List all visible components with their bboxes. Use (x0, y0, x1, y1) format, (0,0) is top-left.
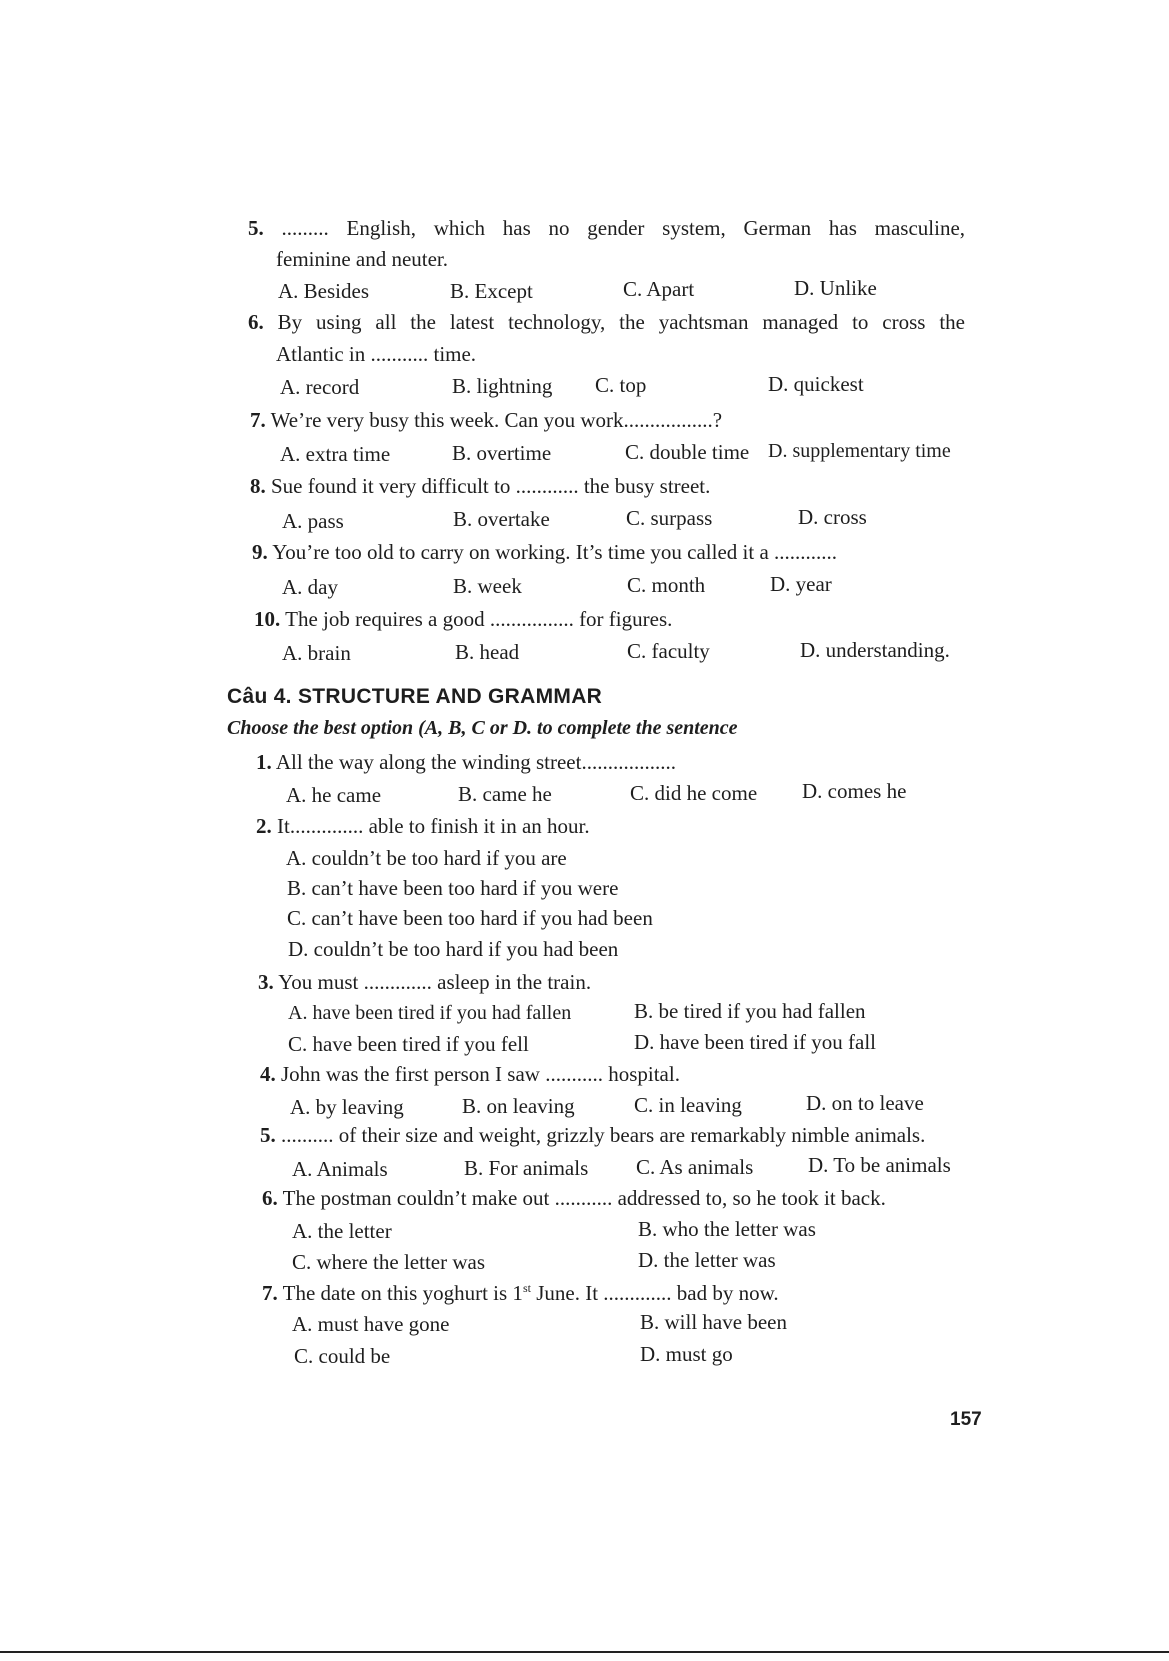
question-text: You’re too old to carry on working. It’s time you called it a ............ (272, 540, 838, 564)
option-b: B. came he (458, 782, 552, 806)
option-a: A. Animals (292, 1157, 388, 1181)
option-b: B. overtime (452, 441, 552, 465)
question-text: All the way along the winding street.................. (275, 750, 676, 774)
option-a: A. extra time (280, 442, 391, 466)
option-d: D. Unlike (794, 276, 877, 300)
option-d: D. must go (640, 1342, 733, 1366)
section-instruction: Choose the best option (A, B, C or D. to complete the sentence (227, 717, 738, 739)
option-b: B. be tired if you had fallen (634, 999, 866, 1023)
question-number: 9. (252, 540, 268, 564)
option-c: C. top (595, 373, 647, 397)
question-text: We’re very busy this week. Can you work.................? (270, 408, 723, 432)
section-heading: Câu 4. STRUCTURE AND GRAMMAR (227, 685, 603, 708)
option-a: A. Besides (278, 279, 369, 303)
option-b: B. overtake (453, 507, 550, 531)
option-c: C. did he come (630, 781, 758, 805)
question-text: It.............. able to finish it in an hour. (277, 814, 590, 838)
option-a: A. have been tired if you had fallen (288, 1002, 572, 1024)
question-text: The job requires a good ................ for figures. (285, 607, 673, 631)
option-a: A. pass (282, 509, 344, 533)
question-number: 3. (258, 970, 274, 994)
option-d: D. comes he (802, 779, 907, 803)
question-number: 5. (260, 1123, 276, 1147)
option-b: B. on leaving (462, 1094, 575, 1118)
option-b: B. lightning (452, 374, 553, 398)
question-text: .......... of their size and weight, grizzly bears are remarkably nimble animals. (281, 1123, 926, 1147)
option-b: B. head (455, 640, 520, 664)
question-text-continued: June. It ............. bad by now. (530, 1281, 779, 1305)
question-number: 2. (256, 814, 272, 838)
option-b: B. will have been (640, 1310, 787, 1334)
option-d: D. To be animals (808, 1153, 951, 1177)
option-a: A. must have gone (292, 1312, 450, 1336)
question-text-continued: Atlantic in ........... time. (276, 342, 477, 366)
option-a: A. day (282, 575, 338, 599)
option-d: D. year (770, 572, 832, 596)
question-number: 1. (256, 750, 272, 774)
option-a: A. he came (286, 783, 382, 807)
option-d: D. understanding. (800, 638, 950, 662)
option-c: C. surpass (626, 506, 713, 530)
option-c: C. can’t have been too hard if you had been (287, 906, 653, 930)
option-b: B. can’t have been too hard if you were (287, 876, 619, 900)
option-c: C. month (627, 573, 706, 597)
option-c: C. where the letter was (292, 1250, 486, 1274)
option-d: D. quickest (768, 372, 864, 396)
question-text: John was the first person I saw ........... hospital. (281, 1062, 680, 1086)
option-b: B. who the letter was (638, 1217, 816, 1241)
option-c: C. could be (294, 1344, 391, 1368)
option-d: D. cross (798, 505, 867, 529)
option-d: D. couldn’t be too hard if you had been (288, 937, 619, 961)
option-a: A. record (280, 375, 360, 399)
option-c: C. double time (625, 440, 750, 464)
question-number: 10. (254, 607, 281, 631)
question-number: 6. (248, 310, 264, 334)
question-number: 7. (262, 1281, 278, 1305)
option-a: A. the letter (292, 1219, 392, 1243)
page-bottom-edge (0, 1651, 1169, 1653)
question-text: The postman couldn’t make out ........... addressed to, so he took it back. (282, 1186, 886, 1210)
question-text: The date on this yoghurt is 1 (282, 1281, 523, 1305)
question-number: 7. (250, 408, 266, 432)
option-a: A. couldn’t be too hard if you are (286, 846, 567, 870)
option-a: A. by leaving (290, 1095, 404, 1119)
option-d: D. have been tired if you fall (634, 1030, 876, 1054)
option-d: D. supplementary time (768, 440, 951, 462)
option-b: B. For animals (464, 1156, 589, 1180)
question-number: 4. (260, 1062, 276, 1086)
question-text: By using all the latest technology, the yachtsman managed to cross the (277, 310, 966, 334)
option-c: C. faculty (627, 639, 710, 663)
page-number: 157 (950, 1409, 982, 1430)
option-b: B. Except (450, 279, 533, 303)
question-number: 5. (248, 216, 264, 240)
option-c: C. Apart (623, 277, 695, 301)
option-c: C. As animals (636, 1155, 754, 1179)
question-text: You must ............. asleep in the train. (278, 970, 592, 994)
option-a: A. brain (282, 641, 351, 665)
question-text-continued: feminine and neuter. (276, 247, 449, 271)
ordinal-superscript: st (522, 1281, 531, 1295)
question-text: ......... English, which has no gender system, German has masculine, (281, 216, 966, 240)
question-number: 8. (250, 474, 266, 498)
question-number: 6. (262, 1186, 278, 1210)
option-d: D. on to leave (806, 1091, 924, 1115)
option-b: B. week (453, 574, 522, 598)
option-d: D. the letter was (638, 1248, 776, 1272)
option-c: C. have been tired if you fell (288, 1032, 529, 1056)
question-text: Sue found it very difficult to ............ the busy street. (271, 474, 711, 498)
option-c: C. in leaving (634, 1093, 742, 1117)
